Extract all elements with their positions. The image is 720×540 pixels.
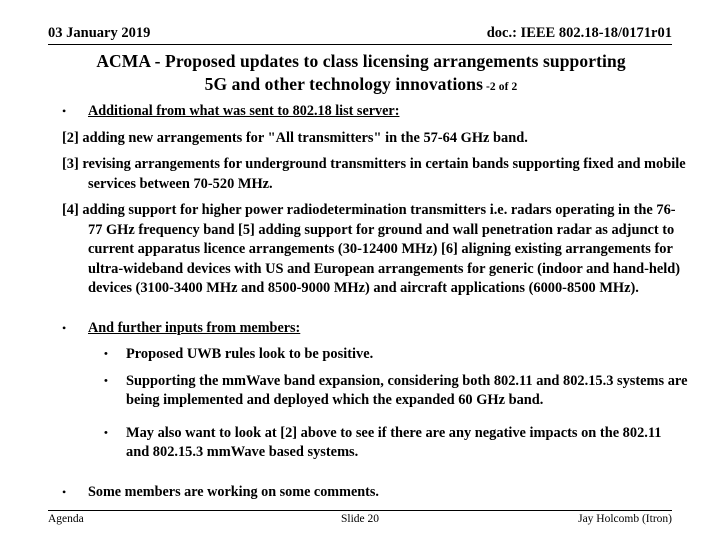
bullet-item-member-inputs <box>48 319 688 339</box>
sub-bullet-mmwave-expansion-text: Supporting the mmWave band expansion, considering both 802.11 and 802.15.3 systems are being implemented and deployed which the expanded 60 GHz band. <box>126 372 688 408</box>
title-line-1: ACMA - Proposed updates to class licensing arrangements supporting <box>96 51 626 71</box>
paragraph-item-3-text: [3] revising arrangements for underground transmitters in certain bands supporting fixed and mobile services between 70-520 MHz. <box>62 156 686 192</box>
bullet-item-additional <box>48 102 688 122</box>
bullet-dot-icon: • <box>62 104 67 118</box>
slide-header <box>48 24 672 46</box>
header-document-number: doc.: IEEE 802.18-18/0171r01 <box>486 25 672 41</box>
sub-bullet-mmwave-expansion <box>48 372 688 411</box>
footer-section-label: Agenda <box>48 513 84 525</box>
slide-footer <box>48 512 672 528</box>
title-line-2: 5G and other technology innovations <box>204 74 483 94</box>
header-date: 03 January 2019 <box>48 25 151 41</box>
page-title <box>56 50 666 99</box>
paragraph-item-2 <box>48 129 688 149</box>
footer-author: Jay Holcomb (Itron) <box>578 513 672 525</box>
title-line-2-wrap <box>56 73 666 99</box>
bullet-label-member-comments: Some members are working on some comments. <box>88 483 379 500</box>
sub-bullet-uwb-rules-text: Proposed UWB rules look to be positive. <box>126 346 374 362</box>
paragraph-item-3 <box>48 155 688 194</box>
sub-bullet-uwb-rules <box>48 345 688 365</box>
sub-bullet-dot-icon: • <box>104 426 108 439</box>
bullet-label-additional: Additional from what was sent to 802.18 list server: <box>88 103 400 119</box>
sub-bullet-negative-impacts-text: May also want to look at [2] above to see if there are any negative impacts on the 802.11 and 802.15.3 mmWave based systems. <box>126 424 662 460</box>
sub-bullet-dot-icon: • <box>104 348 108 360</box>
footer-divider <box>48 510 672 511</box>
header-divider <box>48 44 672 45</box>
spacer <box>48 306 688 319</box>
sub-bullet-dot-icon: • <box>104 374 108 387</box>
bullet-dot-icon: • <box>62 484 67 499</box>
paragraph-item-4-text: [4] adding support for higher power radiodetermination transmitters i.e. radars operating in the 76-77 GHz frequency band [5] adding support for ground and wall penetration radar as adjunct to current apparatus licence arrangements (30-12400 MHz) [6] aligning existing arrangements for ultra-wideband devices with US and European arrangements for generic (indoor and hand-held) devices (3100-3400 MHz and 8500-9000 MHz) and aircraft applications (6000-8500 MHz). <box>62 202 681 296</box>
title-suffix: -2 of 2 <box>486 81 518 93</box>
slide-body <box>48 102 688 509</box>
footer-slide-number: Slide 20 <box>340 513 379 525</box>
paragraph-item-2-text: [2] adding new arrangements for "All transmitters" in the 57-64 GHz band. <box>62 129 528 146</box>
paragraph-item-4 <box>48 201 688 299</box>
spacer <box>48 470 688 483</box>
sub-bullet-negative-impacts <box>48 424 688 463</box>
bullet-item-member-comments <box>48 483 688 503</box>
bullet-dot-icon: • <box>62 320 67 335</box>
bullet-label-member-inputs: And further inputs from members: <box>88 319 301 336</box>
